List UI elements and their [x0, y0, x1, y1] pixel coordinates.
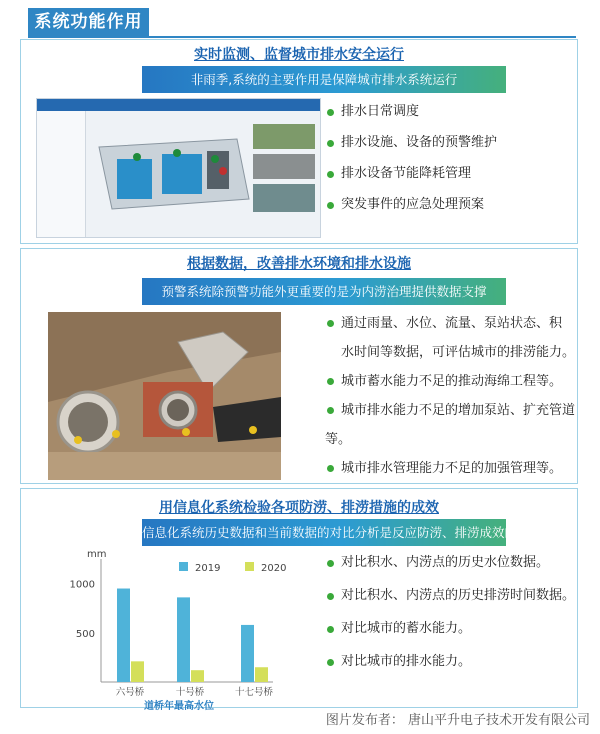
panel-data-improvement	[20, 248, 578, 484]
bullet-list	[325, 309, 575, 483]
section-header-tab: 系统功能作用	[28, 8, 149, 36]
pump-station-diagram	[37, 99, 320, 237]
bar-2020-0	[131, 661, 144, 682]
y-tick-label: 1000	[69, 579, 95, 591]
panel-title: 根据数据，改善排水环境和排水设施	[187, 256, 411, 272]
list-item-continuation: 等。	[325, 432, 352, 447]
y-axis-unit: mm	[87, 549, 107, 560]
y-tick-label: 500	[75, 628, 95, 640]
list-item: 对比积水、内涝点的历史排涝时间数据。	[325, 586, 575, 619]
list-item: 突发事件的应急处理预案	[325, 195, 497, 226]
bar-2020-1	[191, 670, 204, 682]
water-level-chart	[51, 544, 287, 712]
list-item-continuation: 水时间等数据，可评估城市的排涝能力。	[341, 345, 576, 360]
bar-2019-2	[241, 625, 254, 682]
legend-swatch	[245, 562, 254, 571]
list-item: 城市排水能力不足的增加泵站、扩充管道	[325, 396, 575, 425]
list-item: 对比积水、内涝点的历史水位数据。	[325, 553, 575, 586]
list-item: 通过雨量、水位、流量、泵站状态、积	[325, 309, 575, 338]
x-tick-label: 十号桥	[175, 687, 205, 698]
x-axis-label: 道桥年最高水位	[144, 701, 214, 712]
panel-banner: 预警系统除预警功能外更重要的是为内涝治理提供数据支撑	[142, 278, 506, 305]
bullet-list	[325, 553, 575, 685]
bar-2019-1	[177, 597, 190, 682]
panel-title: 用信息化系统检验各项防涝、排涝措施的成效	[159, 500, 439, 516]
list-item: 排水设施、设备的预警维护	[325, 133, 497, 164]
header-rule	[28, 36, 576, 38]
panel-monitoring	[20, 39, 578, 244]
x-tick-label: 十七号桥	[234, 687, 274, 698]
image-credit: 图片发布者： 唐山平升电子技术开发有限公司	[325, 713, 590, 728]
list-item: 排水设备节能降耗管理	[325, 164, 497, 195]
legend-label: 2020	[261, 563, 287, 574]
list-item: 对比城市的排水能力。	[325, 652, 575, 685]
list-item: 城市排水管理能力不足的加强管理等。	[325, 454, 575, 483]
bullet-list	[325, 102, 497, 226]
list-item: 城市蓄水能力不足的推动海绵工程等。	[325, 367, 575, 396]
bar-2019-0	[117, 589, 130, 682]
list-item: 排水日常调度	[325, 102, 497, 133]
x-tick-label: 六号桥	[115, 687, 145, 698]
panel-banner: 非雨季,系统的主要作用是保障城市排水系统运行	[142, 66, 506, 93]
bar-2020-2	[255, 667, 268, 682]
legend-label: 2019	[195, 563, 221, 574]
panel-title: 实时监测、监督城市排水安全运行	[194, 47, 404, 63]
panel-verification	[20, 488, 578, 712]
construction-photo	[48, 312, 281, 480]
panel-banner: 信息化系统历史数据和当前数据的对比分析是反应防涝、排涝成效的镜子	[142, 519, 506, 546]
system-screenshot	[36, 98, 321, 238]
pipe-construction-illustration	[48, 312, 281, 480]
legend-swatch	[179, 562, 188, 571]
list-item: 对比城市的蓄水能力。	[325, 619, 575, 652]
